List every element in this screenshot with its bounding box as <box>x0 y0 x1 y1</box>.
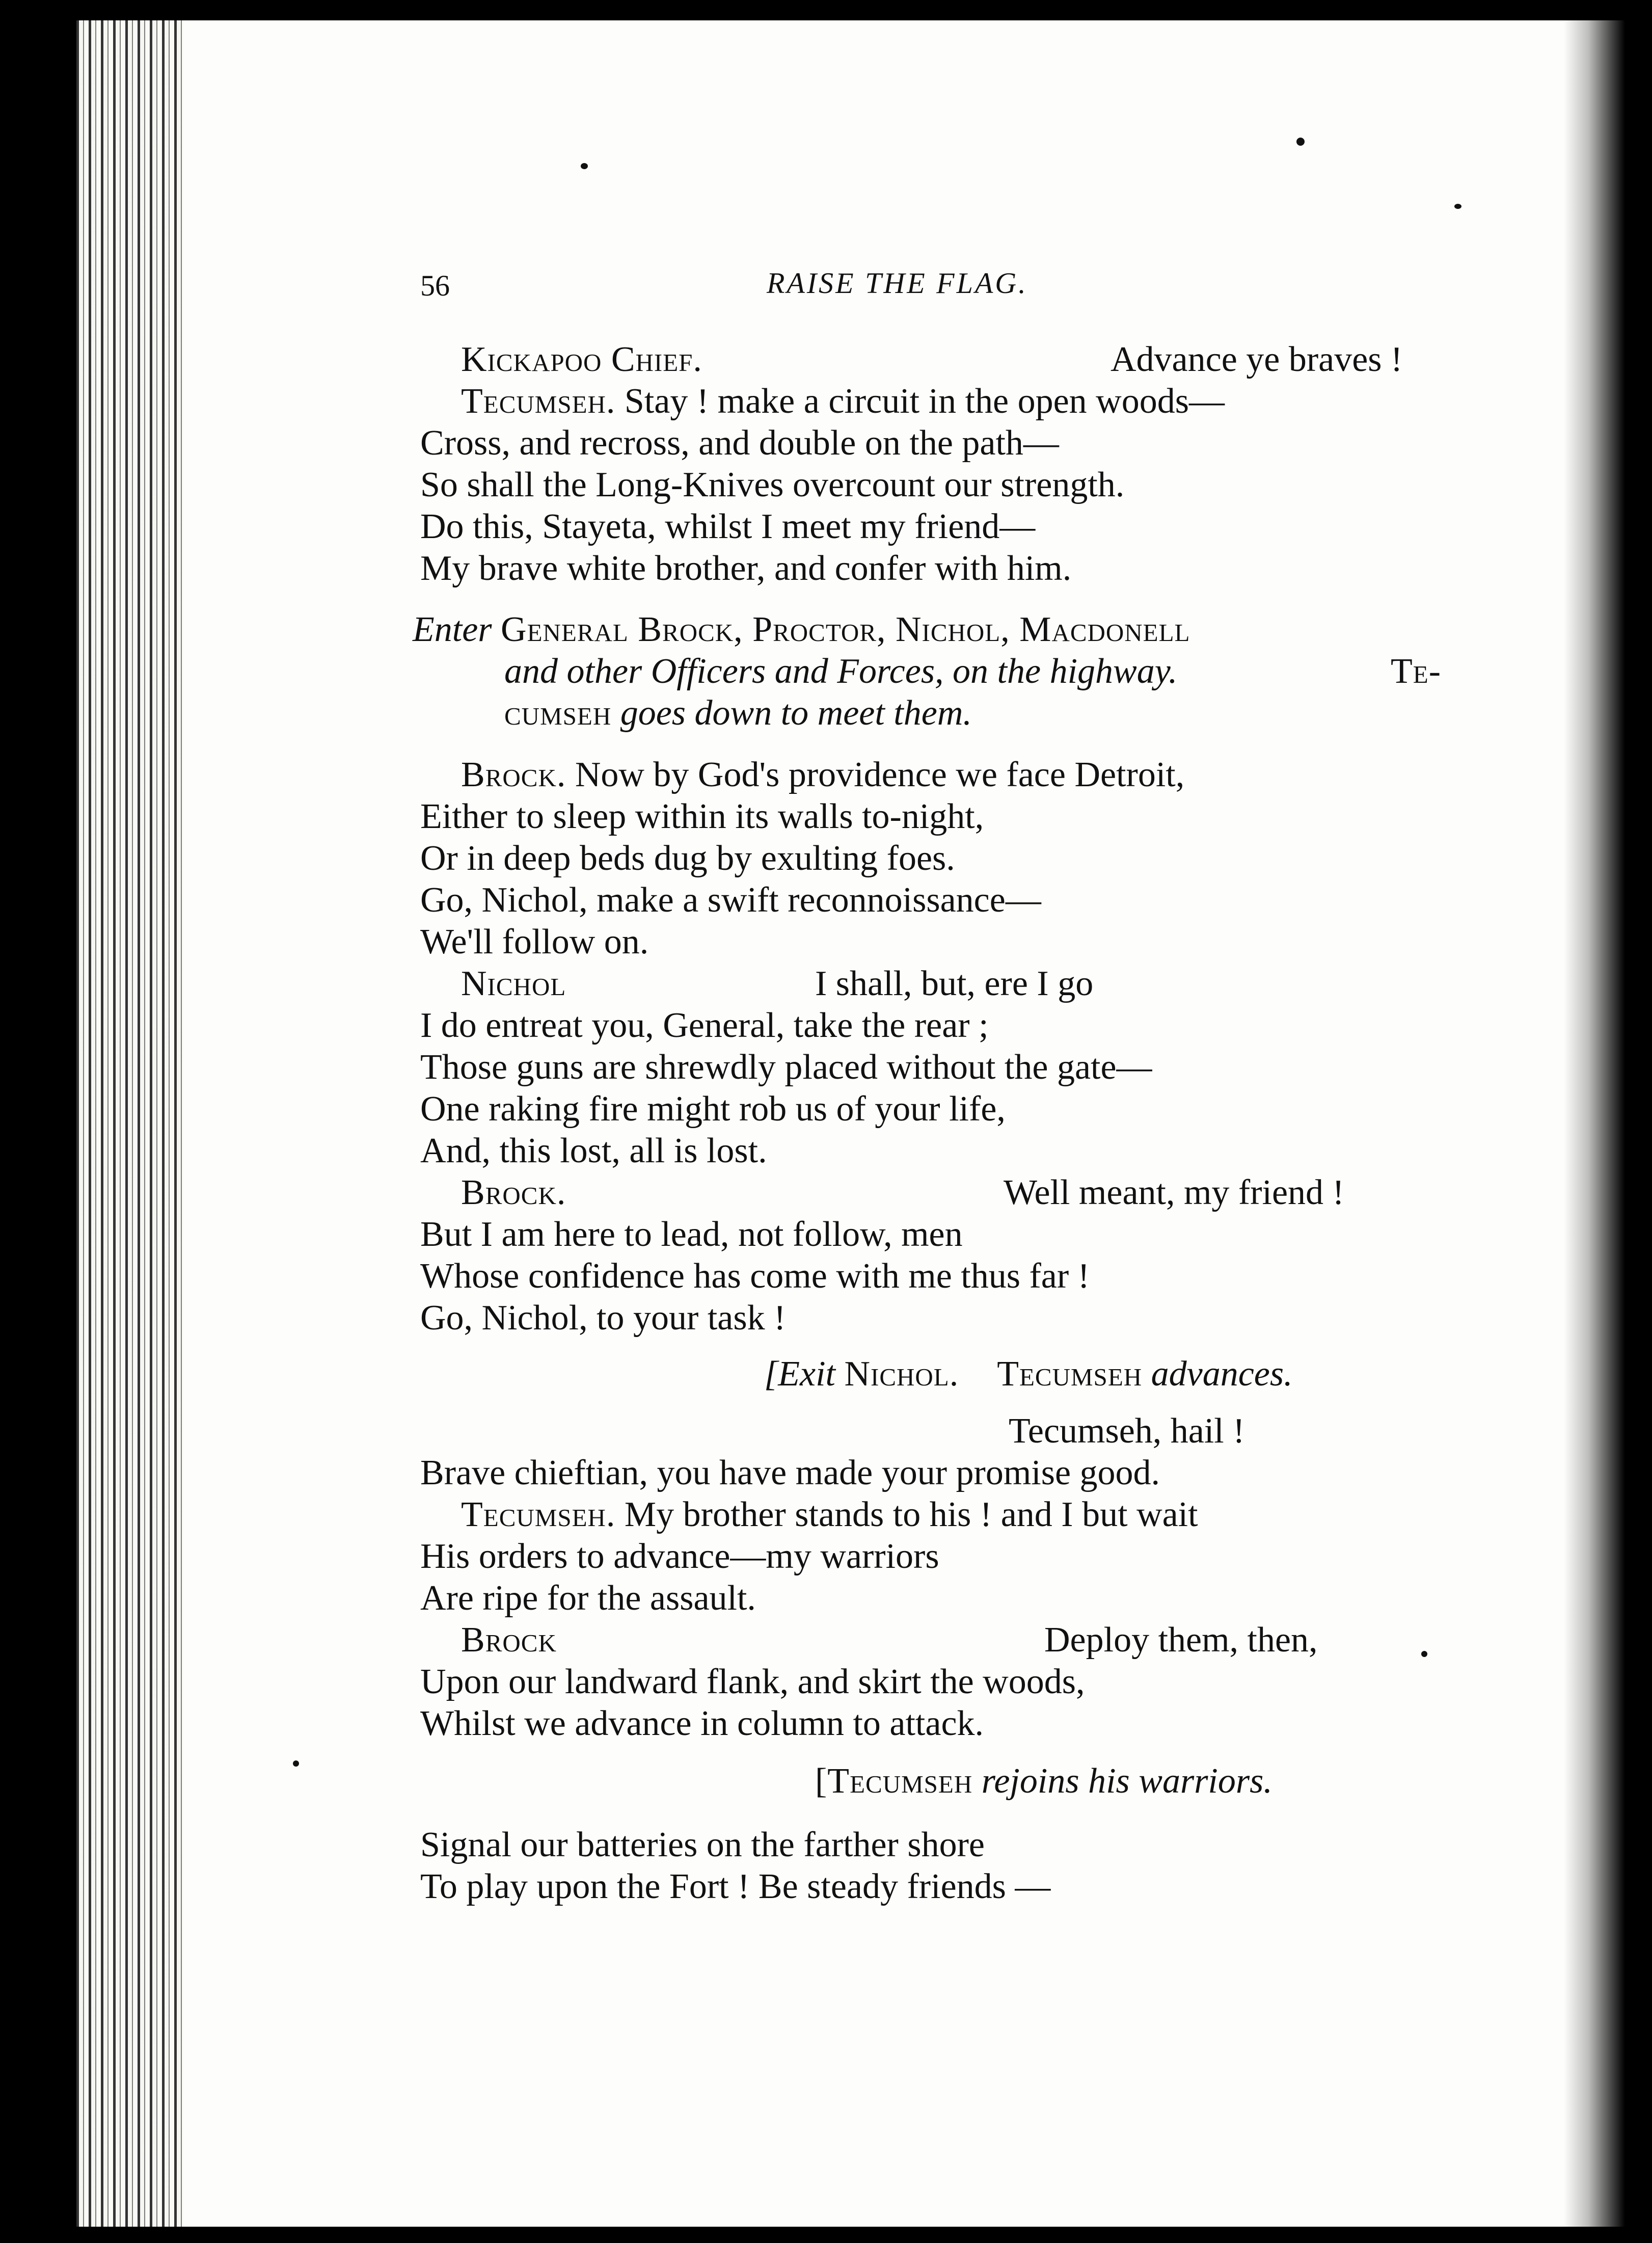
verse-line: Well meant, my friend ! <box>1004 1173 1344 1212</box>
stage-direction: and other Officers and Forces, on the highway. <box>504 652 1178 691</box>
speech-text: Stay ! make a circuit in the open woods— <box>624 382 1225 421</box>
verse-line: Those guns are shrewdly placed without the gate— <box>420 1048 1152 1087</box>
page-right-edge <box>1564 20 1625 2227</box>
verse-line: Go, Nichol, make a swift reconnoissance— <box>420 880 1041 920</box>
stage-names: [Tecumseh <box>815 1761 973 1801</box>
verse-line: Signal our batteries on the farther shore <box>420 1825 985 1864</box>
verse-line <box>461 754 1184 796</box>
print-speck <box>1454 204 1461 209</box>
page-number: 56 <box>420 269 450 302</box>
verse-line: But I am here to lead, not follow, men <box>420 1215 963 1254</box>
stage-text: goes down to meet them. <box>620 693 972 733</box>
stage-exit: [Exit <box>764 1354 835 1394</box>
verse-line: Either to sleep within its walls to-night, <box>420 797 984 836</box>
speaker-name: Tecumseh. <box>461 1495 616 1534</box>
speaker-name: Nichol <box>461 964 566 1003</box>
verse-line: Go, Nichol, to your task ! <box>420 1298 786 1338</box>
stage-direction: Te- <box>1391 652 1442 691</box>
print-speck <box>581 163 588 169</box>
verse-line: Brave chieftian, you have made your promise good. <box>420 1453 1160 1492</box>
verse-line: Do this, Stayeta, whilst I meet my friend— <box>420 507 1036 546</box>
verse-line <box>461 1494 1198 1536</box>
verse-line <box>461 381 1225 422</box>
verse-line: His orders to advance—my warriors <box>420 1537 939 1576</box>
verse-line: Tecumseh, hail ! <box>1009 1411 1245 1451</box>
verse-line: And, this lost, all is lost. <box>420 1131 767 1170</box>
verse-line: Or in deep beds dug by exulting foes. <box>420 839 955 878</box>
verse-line: Whose confidence has come with me thus far ! <box>420 1257 1090 1296</box>
verse-line: So shall the Long-Knives overcount our strength. <box>420 465 1125 504</box>
stage-direction <box>413 609 1190 651</box>
stage-names: cumseh <box>504 693 612 733</box>
verse-line: To play upon the Fort ! Be steady friends — <box>420 1867 1051 1906</box>
verse-line: Are ripe for the assault. <box>420 1579 756 1618</box>
verse-line: Deploy them, then, <box>1044 1620 1318 1660</box>
stage-names: General Brock, Proctor, Nichol, Macdonell <box>501 610 1190 649</box>
print-speck <box>293 1760 299 1767</box>
stage-direction <box>764 1353 1293 1395</box>
stage-names: Tecumseh <box>997 1354 1143 1394</box>
speaker-name: Brock. <box>461 1173 566 1212</box>
running-title: RAISE THE FLAG. <box>767 266 1028 300</box>
speaker-name: Brock. <box>461 755 566 794</box>
stage-direction <box>504 692 972 734</box>
verse-line: Whilst we advance in column to attack. <box>420 1704 984 1743</box>
speech-text: Now by God's providence we face Detroit, <box>575 755 1185 794</box>
page-gutter-edge <box>76 20 183 2227</box>
verse-line: Upon our landward flank, and skirt the woods, <box>420 1662 1085 1701</box>
stage-names: Nichol. <box>844 1354 959 1394</box>
verse-line: One raking fire might rob us of your life, <box>420 1089 1006 1129</box>
speaker-name: Kickapoo Chief. <box>461 340 702 379</box>
stage-text: rejoins his warriors. <box>981 1761 1272 1801</box>
print-speck <box>1296 138 1305 146</box>
speaker-name: Tecumseh. <box>461 382 616 421</box>
stage-direction <box>815 1760 1272 1802</box>
verse-line: My brave white brother, and confer with him. <box>420 549 1072 588</box>
verse-line <box>461 339 702 381</box>
verse-line: I do entreat you, General, take the rear ; <box>420 1006 989 1045</box>
verse-line: We'll follow on. <box>420 922 649 962</box>
verse-line: Cross, and recross, and double on the path— <box>420 423 1059 463</box>
verse-line: I shall, but, ere I go <box>815 964 1094 1003</box>
speech-text: My brother stands to his ! and I but wait <box>624 1495 1198 1534</box>
stage-text: advances. <box>1151 1354 1293 1394</box>
speaker-name: Brock <box>461 1620 557 1660</box>
verse-line: Advance ye braves ! <box>1111 340 1403 379</box>
stage-enter: Enter <box>413 610 492 649</box>
print-speck <box>1421 1651 1427 1657</box>
